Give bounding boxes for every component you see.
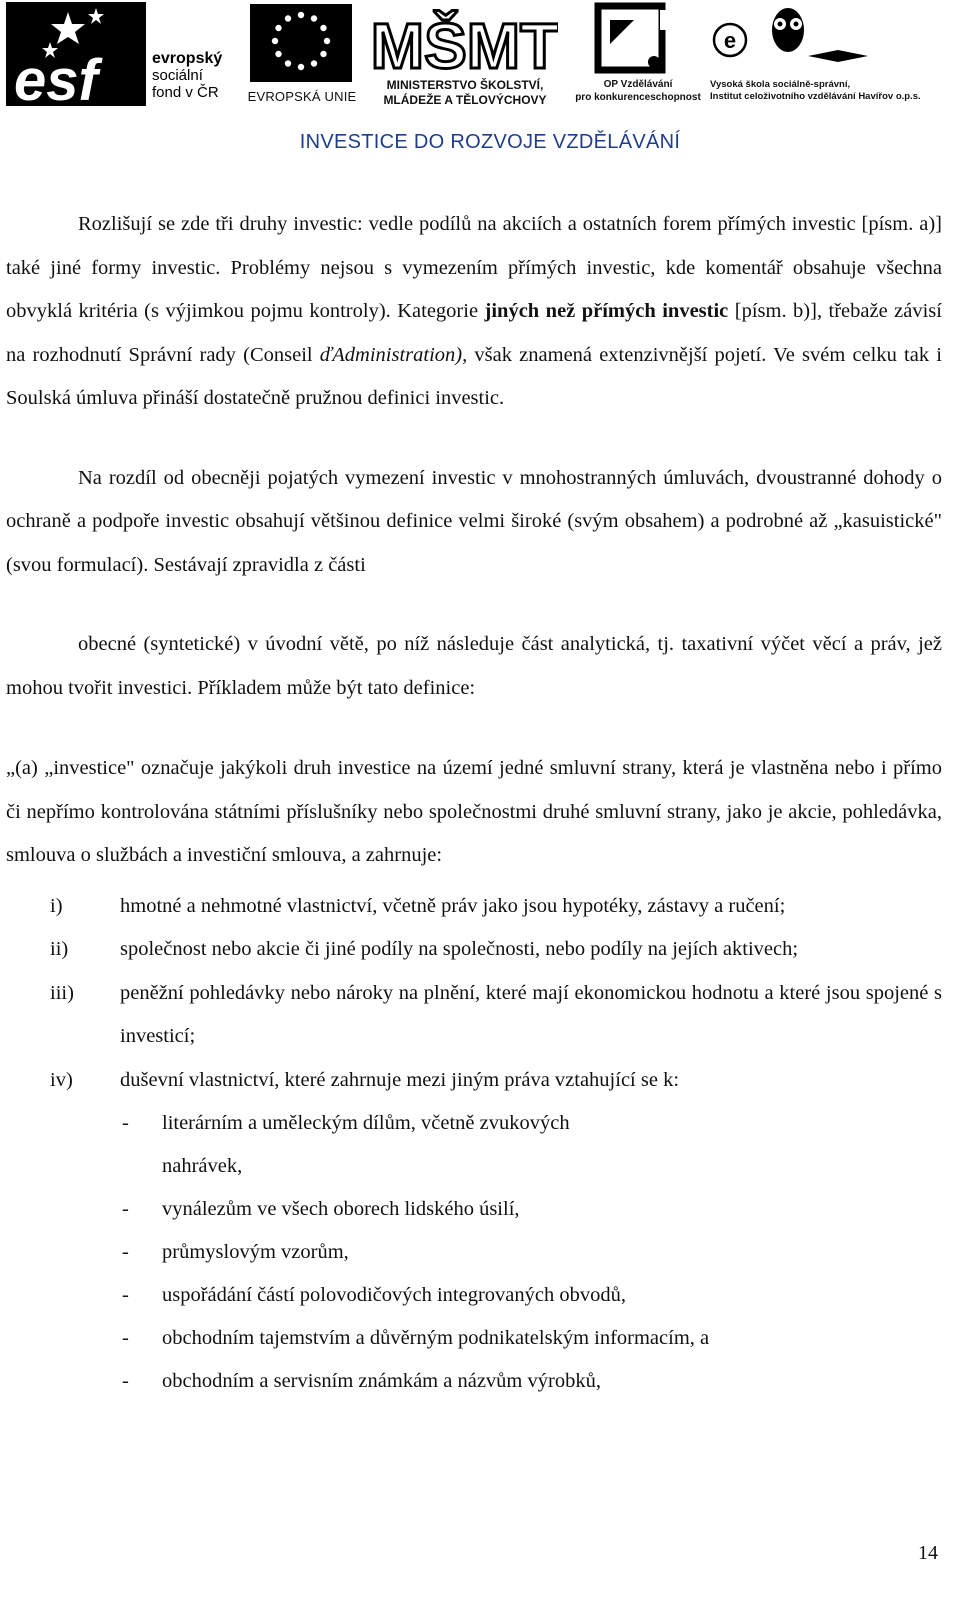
paragraph-4: „(a) „investice" označuje jakýkoli druh investice na území jedné smluvní strany, která je vlastněna nebo i přímo či nepřímo kontrolována státními příslušníky nebo společnostmi druhé smluvní strany, jako je akcie, pohledávka, smlouva o službách a investiční smlouva, a zahrnuje:: [6, 757, 942, 866]
sub-list-text: literárním a uměleckým dílům, včetně zvukových: [162, 1112, 570, 1134]
sub-list-item: [122, 1317, 942, 1360]
vss-line2: Institut celoživotního vzdělávání Havířov o.p.s.: [710, 91, 921, 102]
sub-list: [122, 1102, 942, 1403]
paragraph-3: obecné (syntetické) v úvodní větě, po níž následuje část analytická, tj. taxativní výčet věcí a práv, jež mohou tvořit investici. Příkladem může být tato definice:: [6, 633, 942, 699]
list-item: [6, 972, 942, 1059]
paragraph-1: [6, 203, 942, 421]
sub-list-dash: -: [122, 1284, 129, 1306]
paragraph-2: Na rozdíl od obecněji pojatých vymezení investic v mnohostranných úmluvách, dvoustranné dohody o ochraně a podpoře investic obsahují většinou definice velmi široké (svým obsahem) a podrobné až „kasuistické" (svou formulací). Sestávají zpravidla z části: [6, 466, 942, 576]
page-number: 14: [918, 1542, 938, 1564]
msmt-caption: [372, 78, 558, 108]
eu-caption: EVROPSKÁ UNIE: [247, 89, 357, 104]
definition-list: [6, 885, 942, 1404]
opvk-logo: [574, 0, 702, 108]
sub-list-dash: -: [122, 1112, 129, 1134]
vss-line1: Vysoká škola sociálně-správní,: [710, 79, 851, 90]
vss-caption: [710, 79, 958, 103]
esf-logo-letters: esf: [14, 48, 98, 106]
list-item-text: duševní vlastnictví, které zahrnuje mezi jiným práva vztahující se k:: [120, 1068, 680, 1091]
opvk-logo-mark: [574, 0, 702, 78]
sub-list-dash: -: [122, 1241, 129, 1263]
esf-logo-text: [152, 50, 222, 101]
sub-list-text: obchodním tajemstvím a důvěrným podnikatelským informacím, a: [162, 1327, 710, 1349]
list-item-number: ii): [50, 938, 69, 960]
msmt-line1: MINISTERSTVO ŠKOLSTVÍ,: [386, 78, 544, 92]
paragraph-1-bold: jiných než přímých investic: [484, 300, 729, 322]
paragraph-1-part-c: [písm. b)], třebaže závisí na rozhodnutí Správní rady (Conseil: [6, 300, 942, 366]
sub-list-item: [122, 1145, 942, 1188]
sub-list-dash: [122, 1145, 162, 1188]
logo-strip: [0, 0, 960, 110]
sub-list-item: [122, 1360, 942, 1403]
paragraph-1-part-a: Rozlišují se zde tři druhy investic: vedle podílů na akciích a ostatních forem přímých investic [písm. a)] také jiné formy investic. Problémy nejsou s vymezením přímých investic, kde komentář obsahuje všechna obvyklá kritéria (s výjimkou pojmu kontroly). Kategorie: [6, 213, 942, 322]
paragraph-1-italic: ďAdministration),: [319, 343, 468, 366]
sub-list-dash: -: [122, 1327, 129, 1349]
opvk-line2: pro konkurenceschopnost: [575, 92, 701, 103]
sub-list-item: [122, 1231, 942, 1274]
sub-list-text: vynálezům ve všech oborech lidského úsilí,: [162, 1198, 520, 1220]
opvk-caption: [574, 78, 702, 104]
msmt-logo-letters: MŠMT: [372, 10, 558, 76]
opvk-line1: OP Vzdělávání: [603, 79, 673, 90]
list-item-text: hmotné a nehmotné vlastnictví, včetně práv jako jsou hypotéky, zástavy a ručení;: [120, 894, 786, 917]
list-item-text: peněžní pohledávky nebo nároky na plnění, které mají ekonomickou hodnotu a které jsou spojené s investicí;: [120, 981, 942, 1047]
eu-stars: [250, 4, 352, 82]
sub-list-dash: -: [122, 1198, 129, 1220]
esf-logo-mark: [6, 2, 146, 106]
list-item: [6, 928, 942, 972]
sub-list-text: obchodním a servisním známkám a názvům výrobků,: [162, 1370, 601, 1392]
header-title: INVESTICE DO ROZVOJE VZDĚLÁVÁNÍ: [299, 131, 681, 153]
esf-line2: sociální: [152, 67, 203, 84]
sub-list-item: [122, 1274, 942, 1317]
sub-list-text: uspořádání částí polovodičových integrovaných obvodů,: [162, 1284, 626, 1306]
list-item-number: iv): [50, 1068, 73, 1091]
sub-list-text: nahrávek,: [162, 1155, 243, 1177]
esf-logo: [6, 0, 232, 108]
esf-line1: evropský: [152, 50, 223, 67]
vss-logo: [708, 0, 958, 108]
document-body: [6, 203, 942, 1403]
list-item-number: iii): [50, 981, 74, 1004]
sub-list-dash: -: [122, 1370, 129, 1392]
list-item-text: společnost nebo akcie či jiné podíly na společnosti, nebo podíly na jejích aktivech;: [120, 938, 799, 960]
vss-logo-mark: [708, 0, 958, 78]
list-item: [6, 1059, 942, 1103]
sub-list-item: [122, 1102, 942, 1145]
list-item-number: i): [50, 894, 63, 917]
msmt-line2: MLÁDEŽE A TĚLOVÝCHOVY: [383, 93, 547, 107]
esf-line3: fond v ČR: [152, 84, 219, 101]
svg-text:e: e: [723, 28, 737, 53]
eu-flag: [250, 4, 352, 82]
msmt-logo: [372, 0, 558, 108]
msmt-logo-mark: [372, 0, 558, 76]
sub-list-text: průmyslovým vzorům,: [162, 1241, 349, 1263]
paragraph-1-part-e: však znamená extenzivnější pojetí. Ve svém celku tak i Soulská úmluva přináší dostatečně pružnou definici investic.: [6, 343, 942, 409]
eu-logo: [240, 0, 364, 108]
list-item: [6, 885, 942, 929]
sub-list-item: [122, 1188, 942, 1231]
